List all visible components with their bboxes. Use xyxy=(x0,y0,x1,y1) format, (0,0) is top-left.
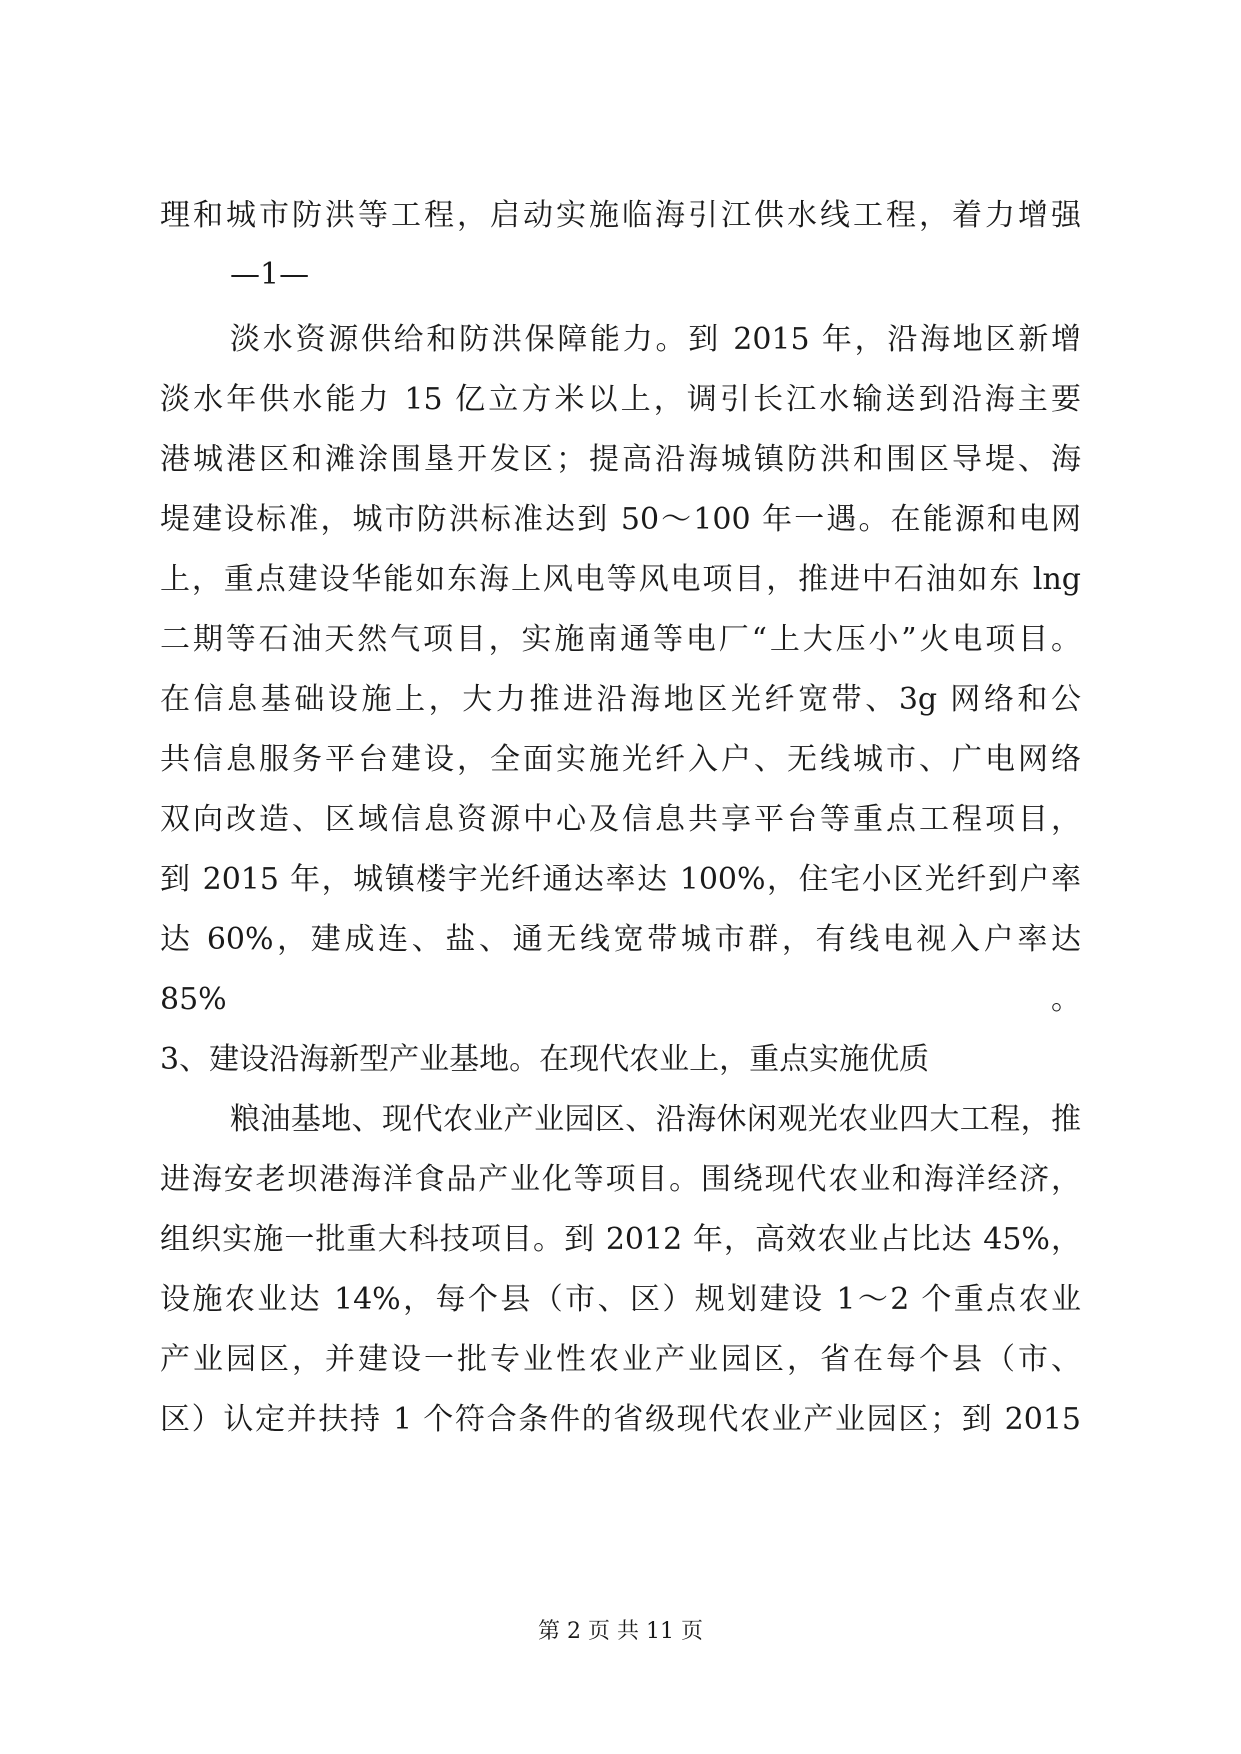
text-line-content: 堤建设标准，城市防洪标准达到 50～100 年一遇。在能源和电网 xyxy=(160,502,1081,537)
text-line-content: 进海安老坝港海洋食品产业化等项目。围绕现代农业和海洋经济， xyxy=(160,1162,1081,1197)
text-line-content: 达 60%，建成连、盐、通无线宽带城市群，有线电视入户率达 xyxy=(160,922,1081,957)
text-line-content: 在信息基础设施上，大力推进沿海地区光纤宽带、3g 网络和公 xyxy=(160,682,1081,717)
text-line-content: 85%。 xyxy=(160,982,1081,1017)
text-line-content: 产业园区，并建设一批专业性农业产业园区，省在每个县（市、 xyxy=(160,1342,1081,1377)
text-line-content: 组织实施一批重大科技项目。到 2012 年，高效农业占比达 45%， xyxy=(160,1222,1081,1257)
text-line-content: 3、建设沿海新型产业基地。在现代农业上，重点实施优质 xyxy=(160,1042,930,1077)
text-line-content: 共信息服务平台建设，全面实施光纤入户、无线城市、广电网络 xyxy=(160,742,1081,777)
text-line-content: 二期等石油天然气项目，实施南通等电厂“上大压小”火电项目。 xyxy=(160,622,1081,657)
text-line-content: 上，重点建设华能如东海上风电等风电项目，推进中石油如东 lng xyxy=(160,562,1081,597)
text-line-content: 粮油基地、现代农业产业园区、沿海休闲观光农业四大工程，推 xyxy=(230,1102,1081,1137)
text-line-content: 双向改造、区域信息资源中心及信息共享平台等重点工程项目， xyxy=(160,802,1081,837)
text-line-content: 区）认定并扶持 1 个符合条件的省级现代农业产业园区；到 2015 xyxy=(160,1402,1081,1437)
text-line-content: 港城港区和滩涂围垦开发区；提高沿海城镇防洪和围区导堤、海 xyxy=(160,442,1081,477)
text-line-content: 淡水资源供给和防洪保障能力。到 2015 年，沿海地区新增 xyxy=(230,322,1081,357)
text-line-content: 设施农业达 14%，每个县（市、区）规划建设 1～2 个重点农业 xyxy=(160,1282,1081,1317)
page-footer: 第 2 页 共 11 页 xyxy=(538,1619,703,1644)
text-line-content: 理和城市防洪等工程，启动实施临海引江供水线工程，着力增强 xyxy=(160,198,1081,233)
text-line-content: 到 2015 年，城镇楼宇光纤通达率达 100%，住宅小区光纤到户率 xyxy=(160,862,1081,897)
page-mark: —1— xyxy=(230,257,310,292)
text-line-content: 淡水年供水能力 15 亿立方米以上，调引长江水输送到沿海主要 xyxy=(160,382,1081,417)
